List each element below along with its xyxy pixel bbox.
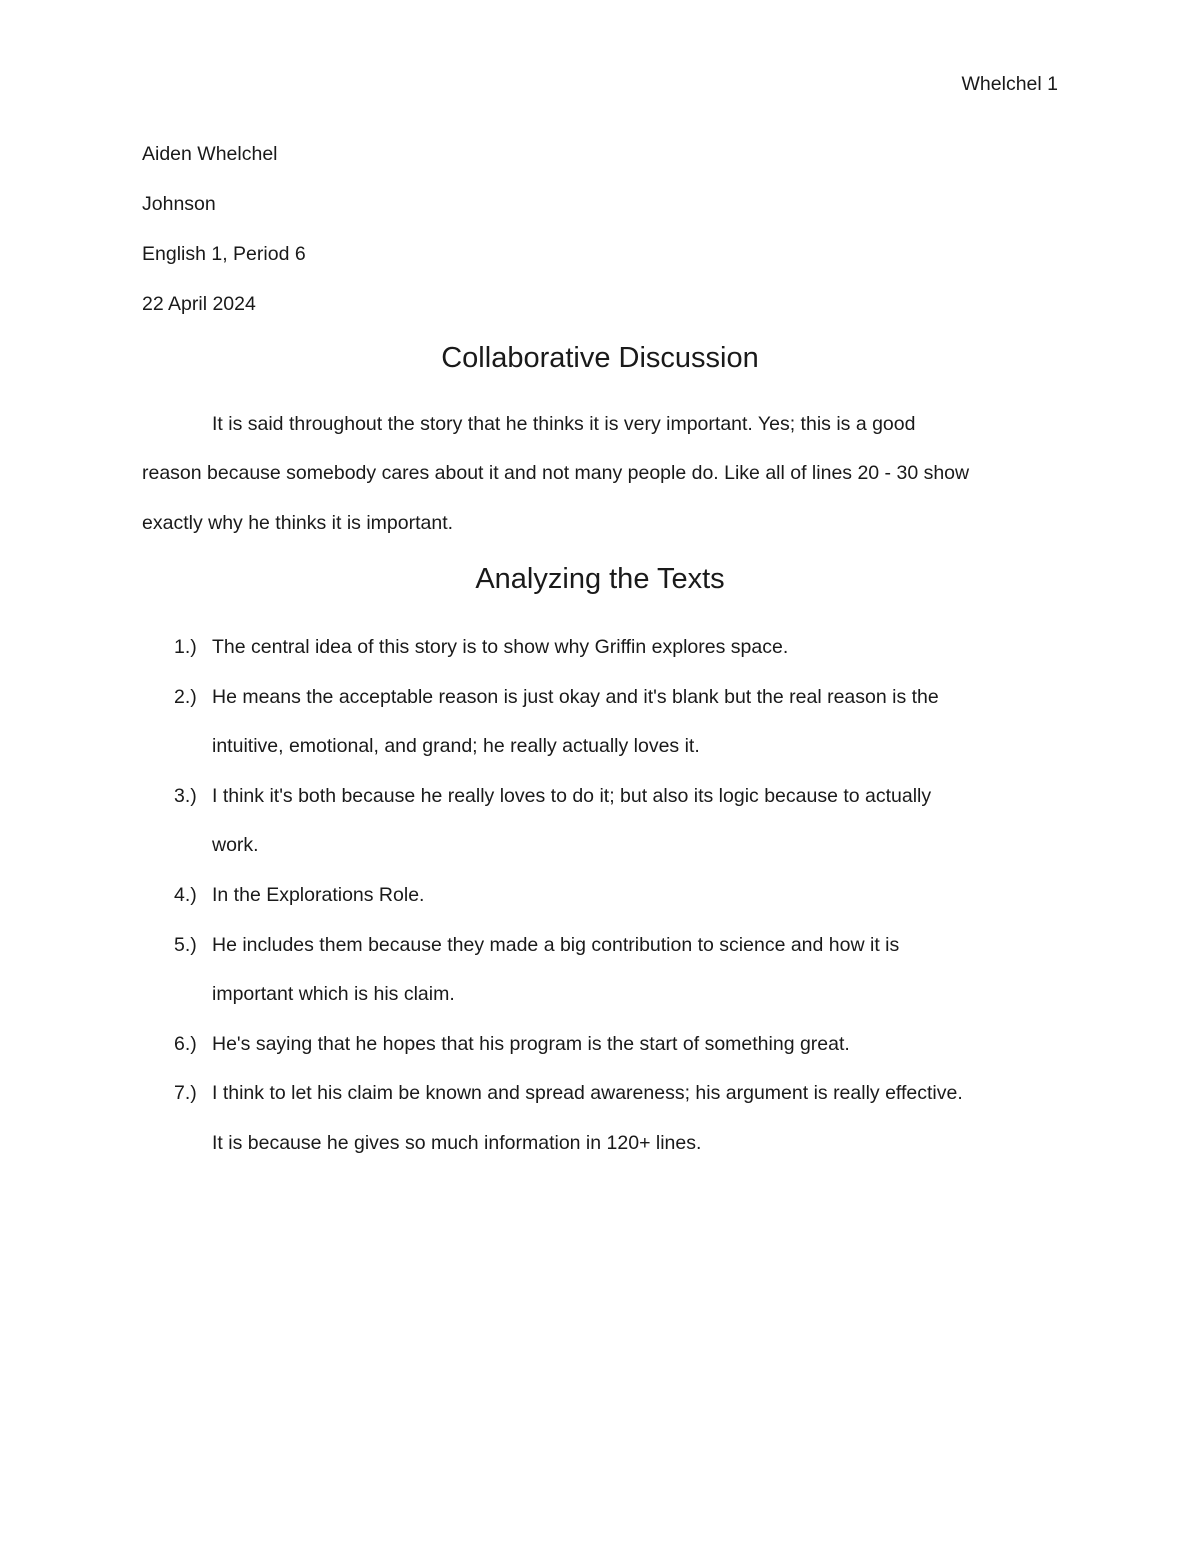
list-text: He means the acceptable reason is just okay and it's blank but the real reason is the <box>212 685 939 708</box>
date-line: 22 April 2024 <box>142 293 256 315</box>
list-number: 1.) <box>174 636 197 658</box>
list-text: work. <box>212 834 259 857</box>
list-text: He includes them because they made a big contribution to science and how it is <box>212 933 900 956</box>
list-item-continuation <box>142 982 1067 1032</box>
list-item <box>142 784 1067 834</box>
paragraph-line: exactly why he thinks it is important. <box>142 511 454 534</box>
list-text: It is because he gives so much information in 120+ lines. <box>212 1131 702 1154</box>
list-text: I think it's both because he really loves to do it; but also its logic because to actually <box>212 784 932 807</box>
list-number: 6.) <box>174 1032 197 1055</box>
list-item <box>142 1081 1067 1131</box>
list-number: 5.) <box>174 933 197 956</box>
mla-heading <box>142 142 1062 342</box>
student-name: Aiden Whelchel <box>142 143 278 165</box>
list-text: I think to let his claim be known and spread awareness; his argument is really effective. <box>212 1082 963 1105</box>
list-text: important which is his claim. <box>212 983 455 1006</box>
list-number: 3.) <box>174 784 197 807</box>
teacher-name: Johnson <box>142 193 216 215</box>
list-item-continuation <box>142 1131 1067 1181</box>
paragraph-line: reason because somebody cares about it and not many people do. Like all of lines 20 - 30 show <box>142 462 970 485</box>
list-item-continuation <box>142 734 1067 784</box>
page-header: Whelchel 1 <box>961 73 1058 95</box>
list-text: In the Explorations Role. <box>212 883 425 906</box>
list-text: intuitive, emotional, and grand; he really actually loves it. <box>212 735 700 758</box>
list-item <box>142 635 1067 685</box>
list-item <box>142 883 1067 933</box>
section-title-collaborative-discussion: Collaborative Discussion <box>441 342 759 374</box>
list-item-continuation <box>142 833 1067 883</box>
list-item <box>142 933 1067 983</box>
list-text: He's saying that he hopes that his program is the start of something great. <box>212 1032 850 1055</box>
paragraph-line: It is said throughout the story that he thinks it is very important. Yes; this is a good <box>212 413 916 435</box>
list-number: 4.) <box>174 883 197 906</box>
list-text: The central idea of this story is to show why Griffin explores space. <box>212 636 789 658</box>
list-number: 2.) <box>174 685 197 708</box>
list-number: 7.) <box>174 1082 197 1105</box>
list-item <box>142 1032 1067 1082</box>
section-title-analyzing-the-texts: Analyzing the Texts <box>475 563 725 595</box>
discussion-paragraph <box>142 412 1067 560</box>
list-item <box>142 685 1067 735</box>
course-name: English 1, Period 6 <box>142 243 306 265</box>
numbered-answer-list <box>142 635 1067 1181</box>
